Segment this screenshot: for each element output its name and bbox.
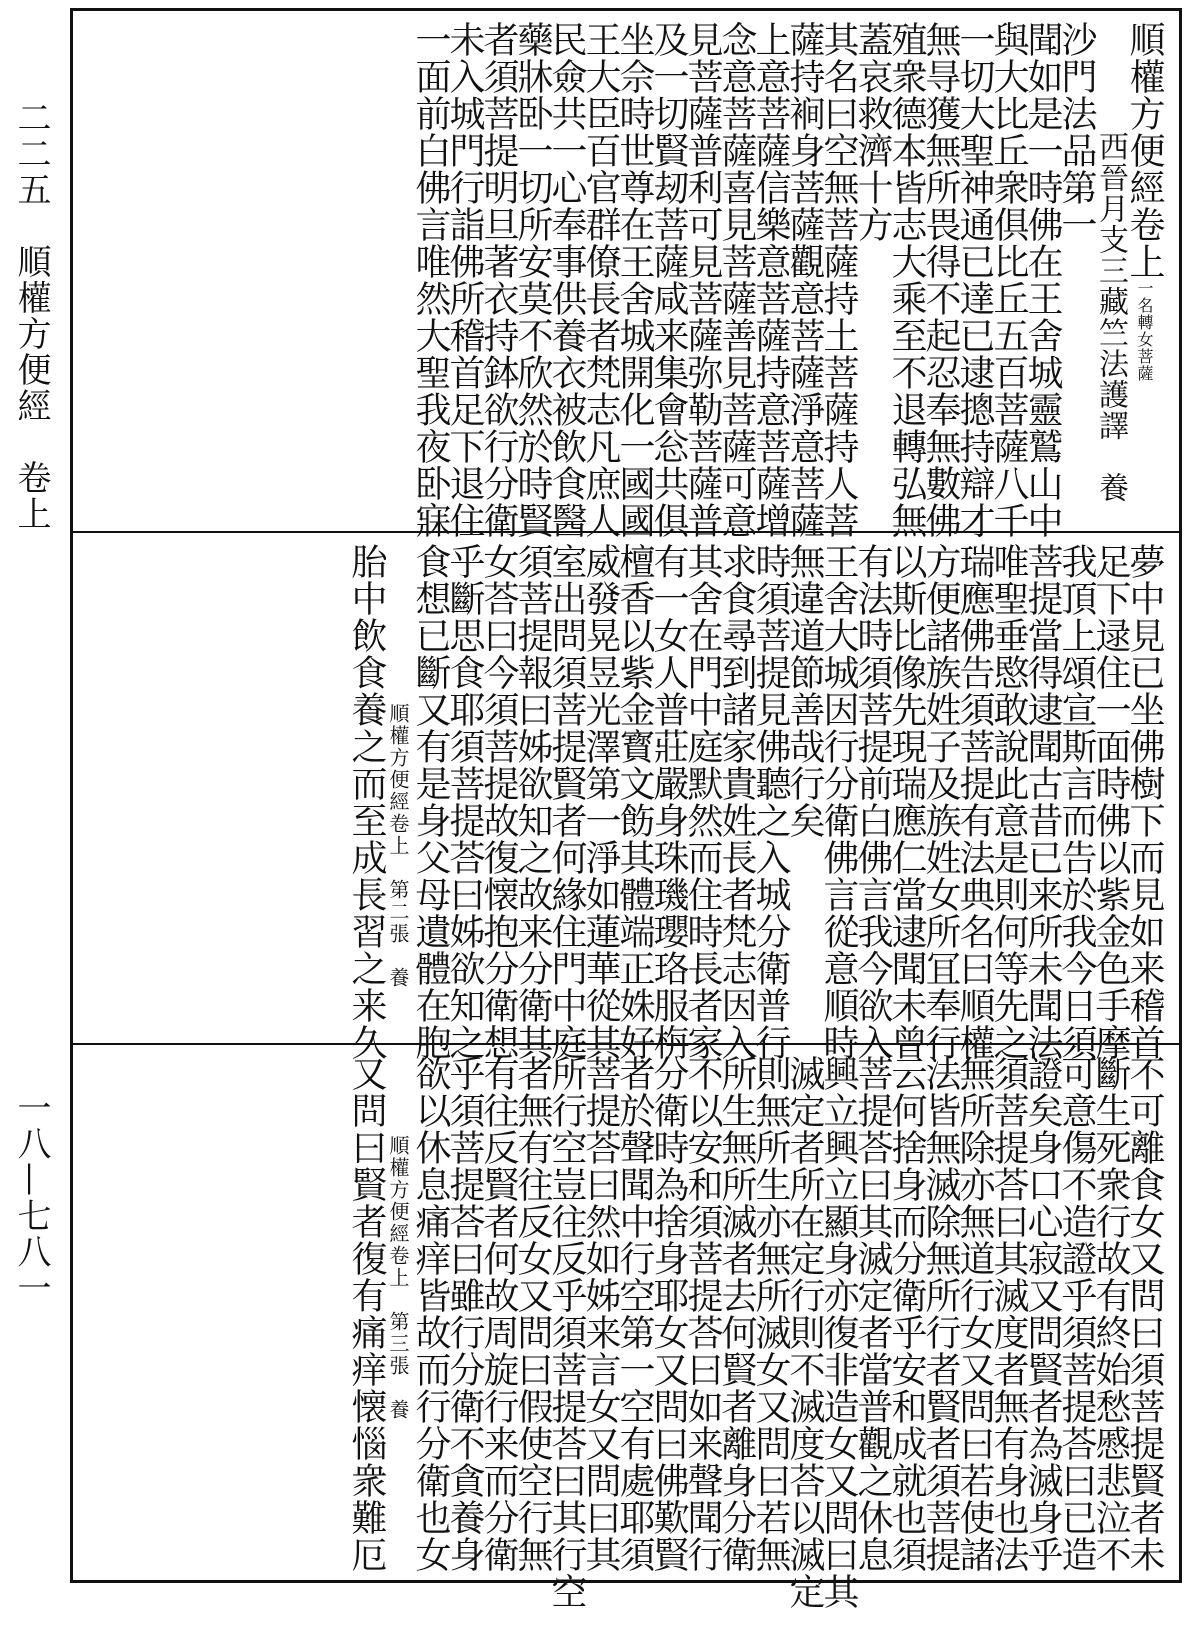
- text-column: 不可離食女又問曰須菩提賢者未: [1124, 1055, 1165, 1573]
- text-column: 一面前白佛言唯然大聖我夜卧寐: [410, 21, 451, 539]
- panel-1: [73, 11, 1179, 539]
- text-column: 所行空豈往反乎須菩提荅曰其行空: [546, 1055, 587, 1610]
- text-column: 者無有往反女又問曰假使空行無: [512, 1055, 553, 1573]
- margin-top: [0, 100, 62, 532]
- text-column: 瑞應佛告須菩提有法典名曰順權: [954, 543, 995, 1061]
- text-column: 聞如是一時佛在王舍城靈鷲山中: [1022, 21, 1063, 539]
- text-column: 乎斷思食耶須菩提荅曰姊欲知之: [444, 543, 485, 1061]
- text-column: 求食尋到諸家貴姓長者梵志因入: [716, 543, 757, 1061]
- text-column: 菩提荅曰然如姊来言女又問曰其: [580, 1055, 621, 1573]
- text-column: 無違道節善哉行矣: [784, 543, 825, 839]
- text-column: 時須菩提見佛聽之入城分衛普行: [750, 543, 791, 1061]
- text-column: 唯聖垂愍敢說此意是則何等先之: [988, 543, 1029, 1061]
- text-column: 念意菩薩喜見菩薩善見菩薩可意: [716, 21, 757, 539]
- text-column: 民僉共一心奉事供養衣被飲食醫: [546, 21, 587, 539]
- text-column: 其名曰空無菩薩持土菩薩持人菩: [818, 21, 859, 539]
- panel-3: [73, 1045, 1179, 1610]
- text-column: 菩提荅曰其滅定者當普觀之休息: [852, 1055, 893, 1573]
- text-column: 夢中見已坐佛樹下而見如来稽首: [1124, 543, 1165, 1061]
- text-column: 有一女人普莊嚴身珠璣瓔珞服栴: [648, 543, 689, 1061]
- scroll-title: [1124, 21, 1165, 521]
- page-frame: [70, 8, 1182, 1610]
- margin-sutra-label: 二二五 順權方便經 卷上: [11, 100, 51, 532]
- text-column: 藥牀卧一切所安莫不欣然於時賢: [512, 21, 553, 539]
- text-column: 及一切賢刼菩薩咸来集會忩共俱: [648, 21, 689, 539]
- panel-2: [73, 533, 1179, 1061]
- translator-text: 西晉月支三藏竺法護譯: [1093, 131, 1128, 441]
- text-column: 與大比丘衆俱比丘五百菩薩八千: [988, 21, 1029, 539]
- text-column: 興立興立顯身亦復非造女又問曰其: [818, 1055, 859, 1610]
- margin-page-number: 一八—七八一: [11, 1090, 51, 1306]
- text-column: 胎中飲食養之而至成長習之来久: [346, 543, 387, 1061]
- text-column: 無所除亦無道行女又問曰若使諸: [954, 1055, 995, 1573]
- text-column: 上意菩薩信樂意菩薩持意菩薩增: [750, 21, 791, 539]
- text-column: 蓋哀救濟十方: [852, 21, 893, 243]
- text-column: 無㝵獲無所畏得不起忍奉無數佛: [920, 21, 961, 539]
- text-column: 者須菩提明旦著衣持鉢欲行分衛: [478, 21, 519, 539]
- text-column: 有法時須菩提前白佛言我今欲入: [852, 543, 893, 1061]
- text-column: 薩持裥身菩薩觀意菩薩淨意菩薩: [784, 21, 825, 539]
- text-column: 斷生死衆行故有終始愁慼悲泣不: [1090, 1055, 1131, 1573]
- text-column: 方便諸族姓子及族姓女所冝奉行: [920, 543, 961, 1061]
- text-column: 又問曰賢者復有痛痒懐惱衆難厄: [346, 1055, 387, 1573]
- text-column: 女荅曰今須菩提故復懐抱分衛想: [478, 543, 519, 1061]
- seal-mark: 養: [1093, 472, 1128, 503]
- text-column: 坐佘時世尊在王舍城開化一國國: [614, 21, 655, 539]
- title-annotation: 一名轉女菩薩: [1135, 280, 1154, 382]
- text-column: 須菩提荅曰其滅度者無有身也法: [988, 1055, 1029, 1573]
- text-column: 不以安和須菩提荅曰如来聲聞行: [682, 1055, 723, 1573]
- text-column: 見菩薩普利可見菩薩弥勒菩薩普: [682, 21, 723, 539]
- text-column: 威發晃昱光澤第一淨如蓮華從其: [580, 543, 621, 1061]
- text-column: 以斯比像先現瑞應仁當逮聞未曾: [886, 543, 927, 1061]
- text-column: 食想已斷又有是身父母遺體在胞: [410, 543, 451, 1061]
- text-column: 未入城門行詣佛所稽首足下退住: [444, 21, 485, 539]
- text-column: 王舍大城因行分衛佛言從意順時: [818, 543, 859, 1061]
- chapter-title: 沙門法品第一: [1056, 21, 1097, 243]
- text-column: 足下逯住一面時佛以紫金色手摩: [1090, 543, 1131, 1061]
- text-column: 證矣身口心寂又問賢者為滅身乎: [1022, 1055, 1063, 1573]
- text-column: 菩提當得逮聞古昔已来所未聞法: [1022, 543, 1063, 1061]
- margin-bottom: [0, 1090, 62, 1306]
- scroll-title-text: 順權方便經卷上: [1124, 21, 1165, 280]
- text-column: 須菩提報曰姊欲知之故来分衛其: [512, 543, 553, 1061]
- text-column: 分衛時為捨身耶女又問曰佛歎賢: [648, 1055, 689, 1573]
- text-column: 云何捨身而分衛乎安和成就也須: [886, 1055, 927, 1573]
- page-footer-note: 順權方便經卷上 第三張 養: [386, 1135, 410, 1421]
- text-column: 其舍在門中庭默然而住時長者家: [682, 543, 723, 1061]
- text-column: 有往反賢者何故周旋行来而分衛: [478, 1055, 519, 1573]
- text-column: 殖衆德本皆志大乘至不退轉弘無: [886, 21, 927, 539]
- panel-2-columns: [346, 543, 1165, 1061]
- text-column: 所生無所滅者去何賢者離身分衛: [716, 1055, 757, 1573]
- page-footer-note: 順權方便經卷上 第二張 養: [386, 703, 410, 989]
- text-column: 一切大聖神通已達已逮摠持辯才: [954, 21, 995, 539]
- text-column: 我頂上頌宣斯言而告於我今日須: [1056, 543, 1097, 1061]
- panel-1-columns: [410, 21, 1165, 539]
- text-column: 王大臣百官群僚長者梵志凡庶人: [580, 21, 621, 539]
- text-column: 可意傷不造證乎須菩提荅曰已造: [1056, 1055, 1097, 1573]
- text-column: 則無所生亦無所滅女又問曰若無: [750, 1055, 791, 1573]
- text-column: 乎須菩提荅曰雖行分衛不貪養身: [444, 1055, 485, 1573]
- text-column: 欲以休息痛痒皆故而行分衛也女: [410, 1055, 451, 1573]
- text-column: 室出問須菩提賢者何緣住門中庭: [546, 543, 587, 1061]
- text-column: 滅定者所在定行則不滅度荅以滅定: [784, 1055, 825, 1610]
- panel-3-columns: [346, 1055, 1165, 1610]
- text-column: 法皆無滅除無所行者賢者須菩提: [920, 1055, 961, 1573]
- text-column: 者於聲聞中行空第一空有處耶須: [614, 1055, 655, 1573]
- text-column: 檀香以紫金寳文飭其體端正姝好: [614, 543, 655, 1061]
